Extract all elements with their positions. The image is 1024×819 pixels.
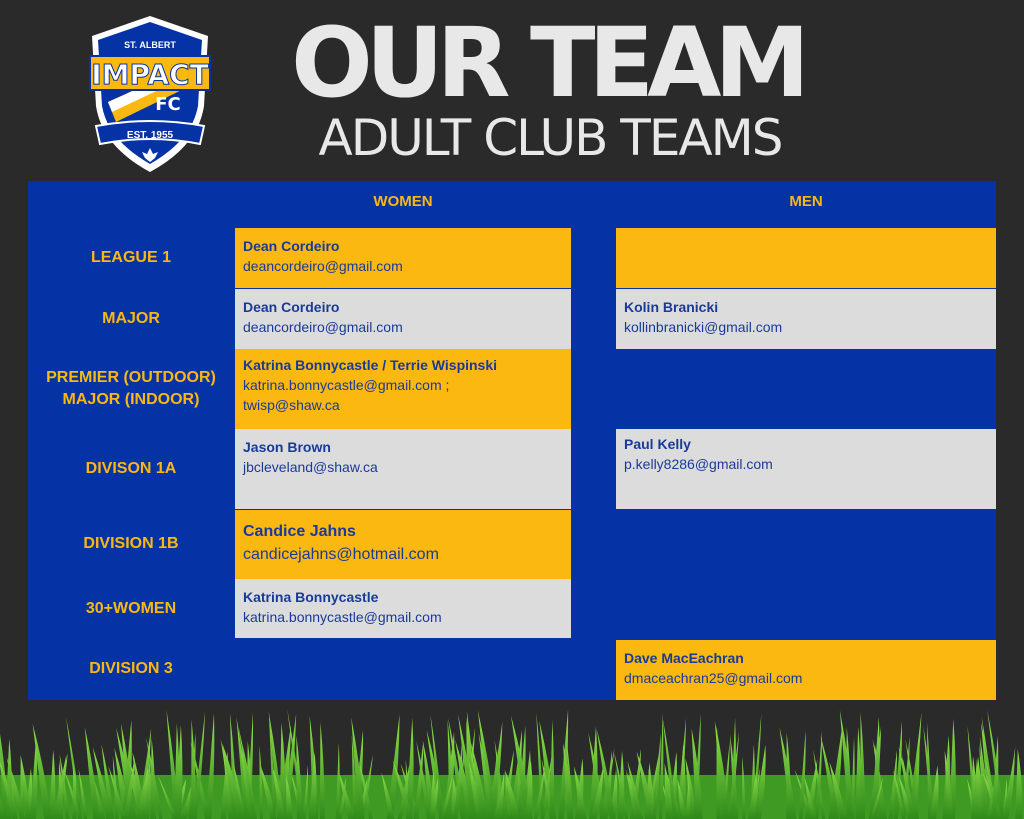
grass-blade bbox=[855, 727, 861, 819]
contact-email[interactable]: dmaceachran25@gmail.com bbox=[624, 670, 803, 686]
contact-name: Kolin Branicki bbox=[624, 299, 719, 315]
men-division-1a-cell bbox=[616, 429, 996, 509]
women-premier-cell bbox=[235, 349, 571, 429]
contact-email[interactable]: kollinbranicki@gmail.com bbox=[624, 319, 783, 335]
contact-email[interactable]: katrina.bonnycastle@gmail.com ; bbox=[243, 377, 450, 393]
contact-name: Katrina Bonnycastle bbox=[243, 589, 379, 605]
contact-email[interactable]: candicejahns@hotmail.com bbox=[243, 546, 439, 563]
men-league-1-cell bbox=[616, 228, 996, 288]
row-label-division-1a: DIVISON 1A bbox=[85, 460, 177, 477]
row-label-premier bbox=[28, 349, 234, 429]
column-header-women: WOMEN bbox=[373, 193, 433, 210]
row-label-division-1b: DIVISION 1B bbox=[83, 535, 179, 552]
women-league-1-cell bbox=[235, 228, 571, 288]
page-title: OUR TEAM bbox=[291, 7, 803, 119]
contact-name: Dean Cordeiro bbox=[243, 238, 340, 254]
contact-email[interactable]: deancordeiro@gmail.com bbox=[243, 258, 403, 274]
logo-suffix: FC bbox=[155, 94, 181, 115]
row-label-division-3: DIVISION 3 bbox=[89, 660, 173, 677]
contact-name: Dave MacEachran bbox=[624, 650, 744, 666]
women-division-1b-cell bbox=[235, 510, 571, 579]
logo-est: EST. 1955 bbox=[126, 130, 174, 141]
page-subtitle: ADULT CLUB TEAMS bbox=[318, 109, 782, 167]
column-header-men: MEN bbox=[789, 193, 823, 210]
women-30-women-cell bbox=[235, 579, 571, 638]
contact-name: Jason Brown bbox=[243, 439, 331, 455]
women-division-1a-cell bbox=[235, 429, 571, 509]
logo-top-text: ST. ALBERT bbox=[124, 40, 176, 50]
contact-name: Dean Cordeiro bbox=[243, 299, 340, 315]
impact-fc-logo bbox=[88, 14, 212, 174]
women-major-cell bbox=[235, 289, 571, 349]
contact-name: Paul Kelly bbox=[624, 436, 691, 452]
grass-decoration bbox=[0, 705, 1024, 819]
contact-email-2[interactable]: twisp@shaw.ca bbox=[243, 397, 340, 413]
row-label-premier-line2: MAJOR (INDOOR) bbox=[62, 391, 200, 408]
logo-name: IMPACT bbox=[91, 58, 209, 91]
men-major-cell bbox=[616, 289, 996, 349]
row-label-league-1: LEAGUE 1 bbox=[90, 249, 171, 266]
contact-email[interactable]: jbcleveland@shaw.ca bbox=[243, 459, 378, 475]
grass-blade bbox=[320, 722, 325, 819]
men-division-3-cell bbox=[616, 640, 996, 700]
contact-email[interactable]: p.kelly8286@gmail.com bbox=[624, 456, 773, 472]
grass-blade bbox=[860, 712, 865, 819]
row-label-premier-line1: PREMIER (OUTDOOR) bbox=[46, 369, 216, 386]
row-label-30-women: 30+WOMEN bbox=[85, 600, 177, 617]
contact-email[interactable]: katrina.bonnycastle@gmail.com bbox=[243, 609, 442, 625]
row-label-major: MAJOR bbox=[102, 310, 160, 327]
contact-name: Katrina Bonnycastle / Terrie Wispinski bbox=[243, 357, 498, 373]
contact-name: Candice Jahns bbox=[243, 523, 356, 540]
contact-email[interactable]: deancordeiro@gmail.com bbox=[243, 319, 403, 335]
teams-board bbox=[28, 181, 996, 700]
